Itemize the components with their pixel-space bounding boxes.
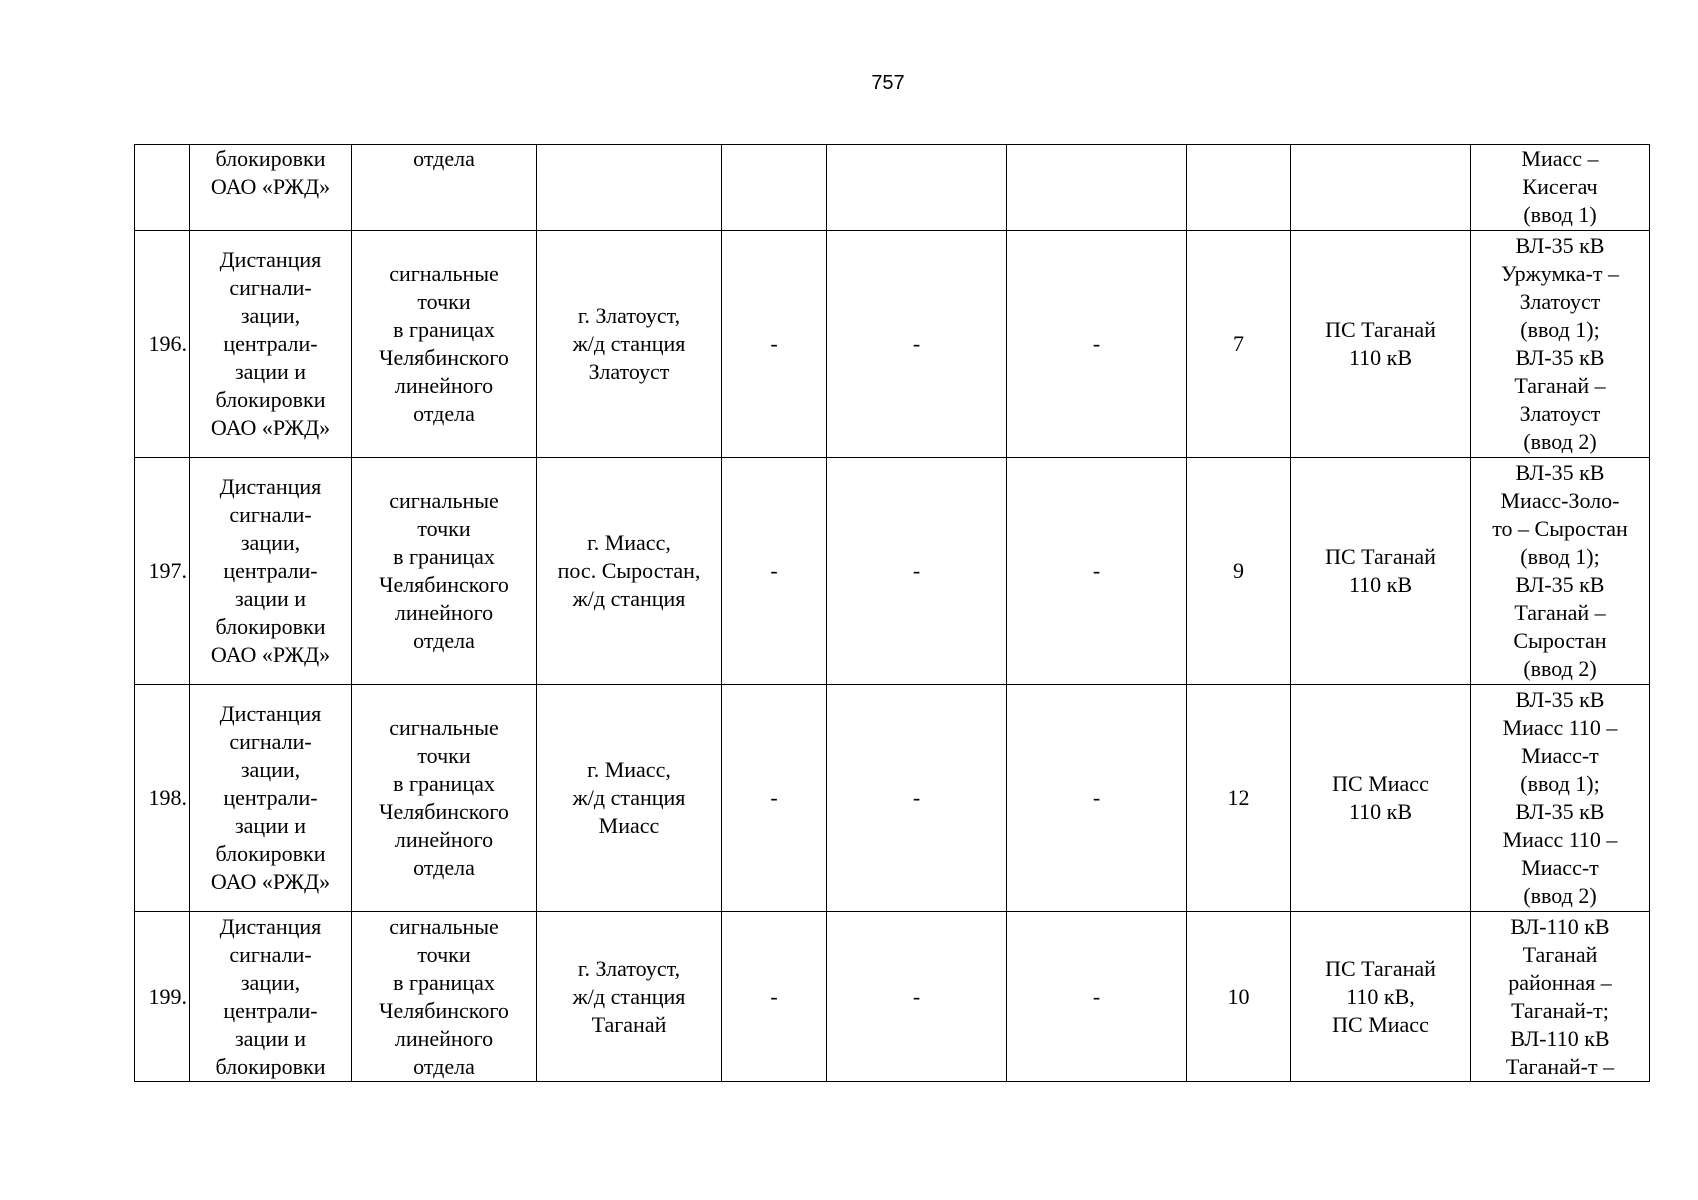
object-cell: отдела [352,145,537,231]
location-cell: г. Златоуст, ж/д станция Златоуст [537,231,722,458]
value-cell: 12 [1187,685,1291,912]
value-cell [827,145,1007,231]
power-line-cell: Миасс – Кисегач (ввод 1) [1471,145,1650,231]
value-cell [1187,145,1291,231]
object-cell: сигнальные точки в границах Челябинского линейного отдела [352,685,537,912]
value-cell: - [827,458,1007,685]
location-cell [537,145,722,231]
value-cell: - [722,231,827,458]
value-cell: - [827,231,1007,458]
value-cell: - [1007,912,1187,1082]
row-number-cell [135,145,190,231]
value-cell: - [722,912,827,1082]
value-cell: - [1007,231,1187,458]
owner-cell: Дистанция сигнали- зации, централи- зации и блокировки ОАО «РЖД» [190,685,352,912]
substation-cell: ПС Таганай 110 кВ [1291,458,1471,685]
value-cell: - [1007,685,1187,912]
table-row [135,912,1650,1082]
location-cell: г. Миасс, ж/д станция Миасс [537,685,722,912]
value-cell [1007,145,1187,231]
substation-cell: ПС Таганай 110 кВ, ПС Миасс [1291,912,1471,1082]
power-line-cell: ВЛ-110 кВ Таганай районная – Таганай-т; ВЛ-110 кВ Таганай-т – [1471,912,1650,1082]
object-cell: сигнальные точки в границах Челябинского линейного отдела [352,912,537,1082]
table-row [135,458,1650,685]
value-cell: - [722,685,827,912]
data-table [134,144,1650,1082]
value-cell: - [722,458,827,685]
owner-cell: блокировки ОАО «РЖД» [190,145,352,231]
value-cell: - [827,685,1007,912]
substation-cell: ПС Таганай 110 кВ [1291,231,1471,458]
location-cell: г. Златоуст, ж/д станция Таганай [537,912,722,1082]
page-number: 757 [871,72,905,94]
value-cell: 7 [1187,231,1291,458]
table-row [135,685,1650,912]
row-number-cell: 196. [135,231,190,458]
location-cell: г. Миасс, пос. Сыростан, ж/д станция [537,458,722,685]
object-cell: сигнальные точки в границах Челябинского линейного отдела [352,458,537,685]
table-row [135,145,1650,231]
value-cell: - [1007,458,1187,685]
power-line-cell: ВЛ-35 кВ Миасс-Золо- то – Сыростан (ввод 1); ВЛ-35 кВ Таганай – Сыростан (ввод 2) [1471,458,1650,685]
object-cell: сигнальные точки в границах Челябинского линейного отдела [352,231,537,458]
substation-cell: ПС Миасс 110 кВ [1291,685,1471,912]
substation-cell [1291,145,1471,231]
value-cell [722,145,827,231]
row-number-cell: 197. [135,458,190,685]
owner-cell: Дистанция сигнали- зации, централи- зации и блокировки ОАО «РЖД» [190,231,352,458]
row-number-cell: 198. [135,685,190,912]
power-line-cell: ВЛ-35 кВ Уржумка-т – Златоуст (ввод 1); ВЛ-35 кВ Таганай – Златоуст (ввод 2) [1471,231,1650,458]
value-cell: 9 [1187,458,1291,685]
power-line-cell: ВЛ-35 кВ Миасс 110 – Миасс-т (ввод 1); ВЛ-35 кВ Миасс 110 – Миасс-т (ввод 2) [1471,685,1650,912]
owner-cell: Дистанция сигнали- зации, централи- зации и блокировки ОАО «РЖД» [190,458,352,685]
value-cell: 10 [1187,912,1291,1082]
row-number-cell: 199. [135,912,190,1082]
owner-cell: Дистанция сигнали- зации, централи- зации и блокировки [190,912,352,1082]
value-cell: - [827,912,1007,1082]
table-row [135,231,1650,458]
